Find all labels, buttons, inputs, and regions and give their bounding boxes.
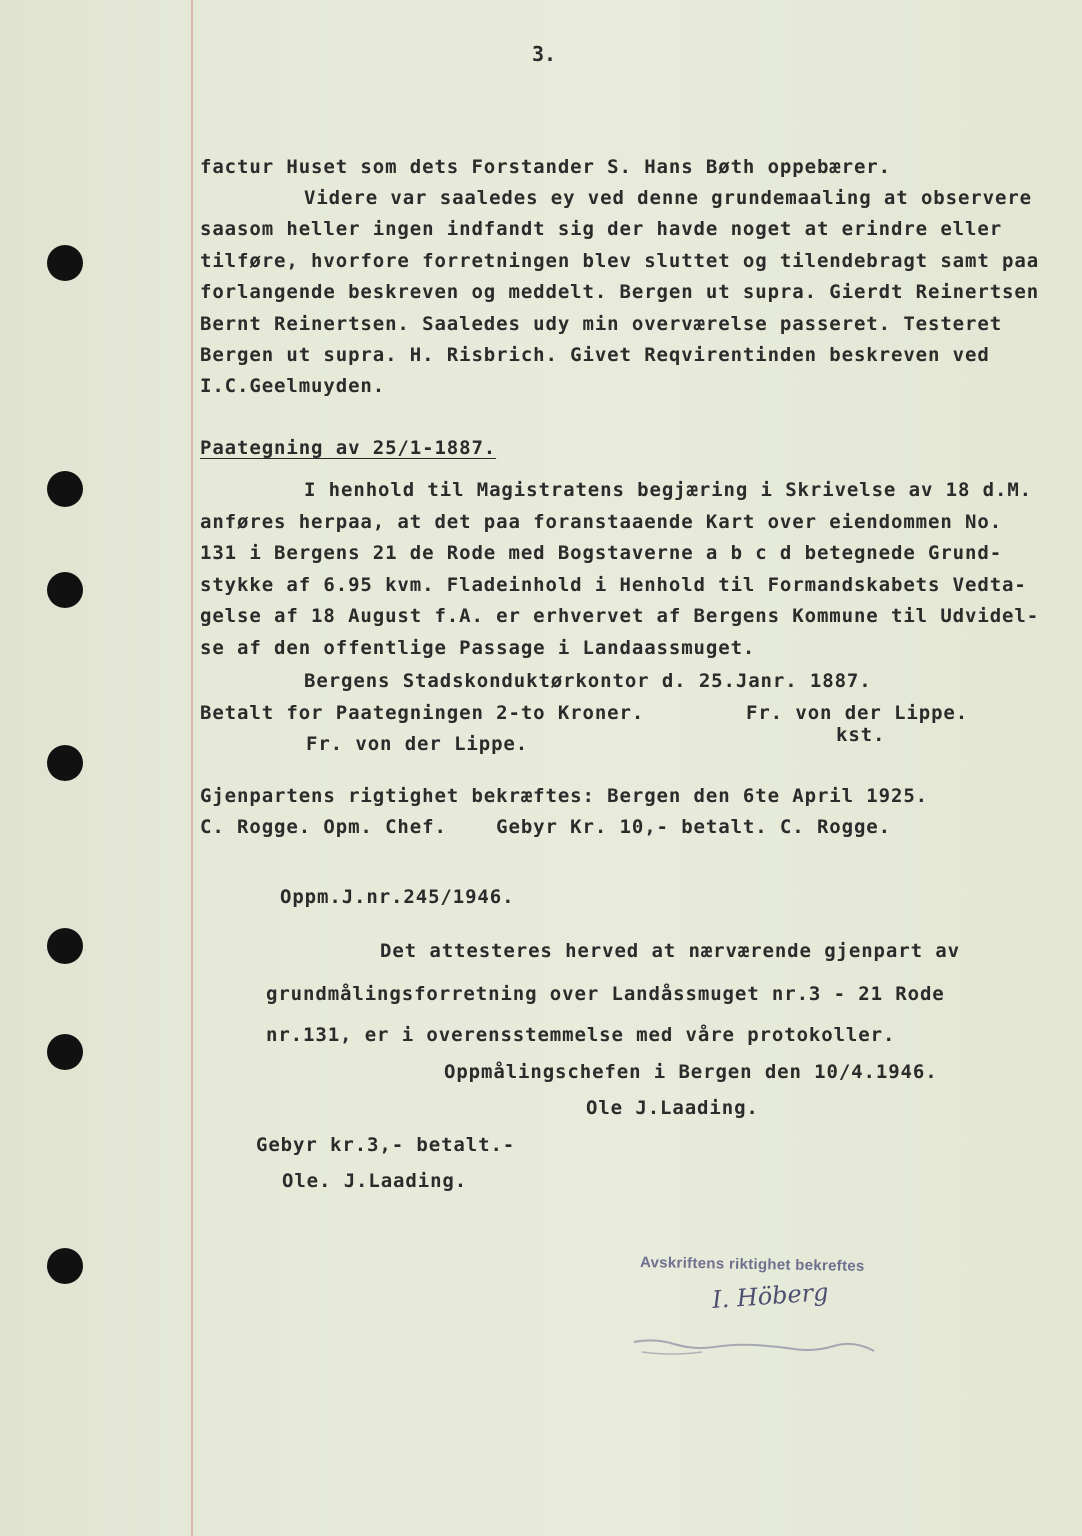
- binder-hole: [47, 928, 83, 964]
- certification-1925-line: Gjenpartens rigtighet bekræftes: Bergen den 6te April 1925.: [200, 785, 928, 807]
- certification-reference: Oppm.J.nr.245/1946.: [280, 886, 515, 908]
- body-line: Bernt Reinertsen. Saaledes udy min overværelse passeret. Testeret: [200, 313, 1003, 335]
- body-line: Videre var saaledes ey ved denne grundemaaling at observere: [304, 187, 1032, 209]
- page-number: 3.: [532, 42, 557, 66]
- certification-1925-line: C. Rogge. Opm. Chef. Gebyr Kr. 10,- betalt. C. Rogge.: [200, 816, 891, 838]
- endorsement-signer: Fr. von der Lippe.: [306, 733, 529, 755]
- certification-1946-signer: Ole. J.Laading.: [282, 1170, 468, 1192]
- certification-1946-date: Oppmålingschefen i Bergen den 10/4.1946.: [444, 1061, 938, 1083]
- certification-1946-line: grundmålingsforretning over Landåssmuget nr.3 - 21 Rode: [266, 983, 945, 1005]
- endorsement-title: kst.: [836, 724, 886, 746]
- body-line: forlangende beskreven og meddelt. Bergen ut supra. Gierdt Reinertsen: [200, 281, 1040, 303]
- endorsement-line: stykke af 6.95 kvm. Fladeinhold i Henhold til Formandskabets Vedta-: [200, 574, 1027, 596]
- binder-hole: [47, 572, 83, 608]
- body-line: saasom heller ingen indfandt sig der havde noget at erindre eller: [200, 218, 1003, 240]
- verification-stamp: Avskriftens riktighet bekreftes: [639, 1254, 865, 1275]
- endorsement-line: se af den offentlige Passage i Landaassmuget.: [200, 637, 756, 659]
- binder-hole: [47, 745, 83, 781]
- binder-hole: [47, 1248, 83, 1284]
- certification-1946-line: nr.131, er i overensstemmelse med våre protokoller.: [266, 1024, 896, 1046]
- body-line: tilføre, hvorfore forretningen blev sluttet og tilendebragt samt paa: [200, 250, 1040, 272]
- body-line: factur Huset som dets Forstander S. Hans Bøth oppebærer.: [200, 156, 891, 178]
- stamp-smudge: [630, 1330, 880, 1360]
- certification-1946-line: Det attesteres herved at nærværende gjenpart av: [380, 940, 960, 962]
- endorsement-date: Bergens Stadskonduktørkontor d. 25.Janr. 1887.: [304, 670, 872, 692]
- binder-hole: [47, 245, 83, 281]
- margin-rule: [191, 0, 193, 1536]
- endorsement-signer: Fr. von der Lippe.: [746, 702, 969, 724]
- endorsement-fee: Betalt for Paategningen 2-to Kroner.: [200, 702, 645, 724]
- handwritten-signature: I. Höberg: [711, 1277, 830, 1315]
- binder-hole: [47, 471, 83, 507]
- endorsement-line: anføres herpaa, at det paa foranstaaende Kart over eiendommen No.: [200, 511, 1003, 533]
- certification-1946-fee: Gebyr kr.3,- betalt.-: [256, 1134, 516, 1156]
- certification-1946-signer: Ole J.Laading.: [586, 1097, 759, 1119]
- body-line: I.C.Geelmuyden.: [200, 375, 386, 397]
- binder-hole: [47, 1034, 83, 1070]
- body-line: Bergen ut supra. H. Risbrich. Givet Reqvirentinden beskreven ved: [200, 344, 990, 366]
- endorsement-line: gelse af 18 August f.A. er erhvervet af Bergens Kommune til Udvidel-: [200, 605, 1040, 627]
- endorsement-heading: Paategning av 25/1-1887.: [200, 437, 497, 459]
- endorsement-line: I henhold til Magistratens begjæring i Skrivelse av 18 d.M.: [304, 479, 1032, 501]
- endorsement-line: 131 i Bergens 21 de Rode med Bogstaverne a b c d betegnede Grund-: [200, 542, 1003, 564]
